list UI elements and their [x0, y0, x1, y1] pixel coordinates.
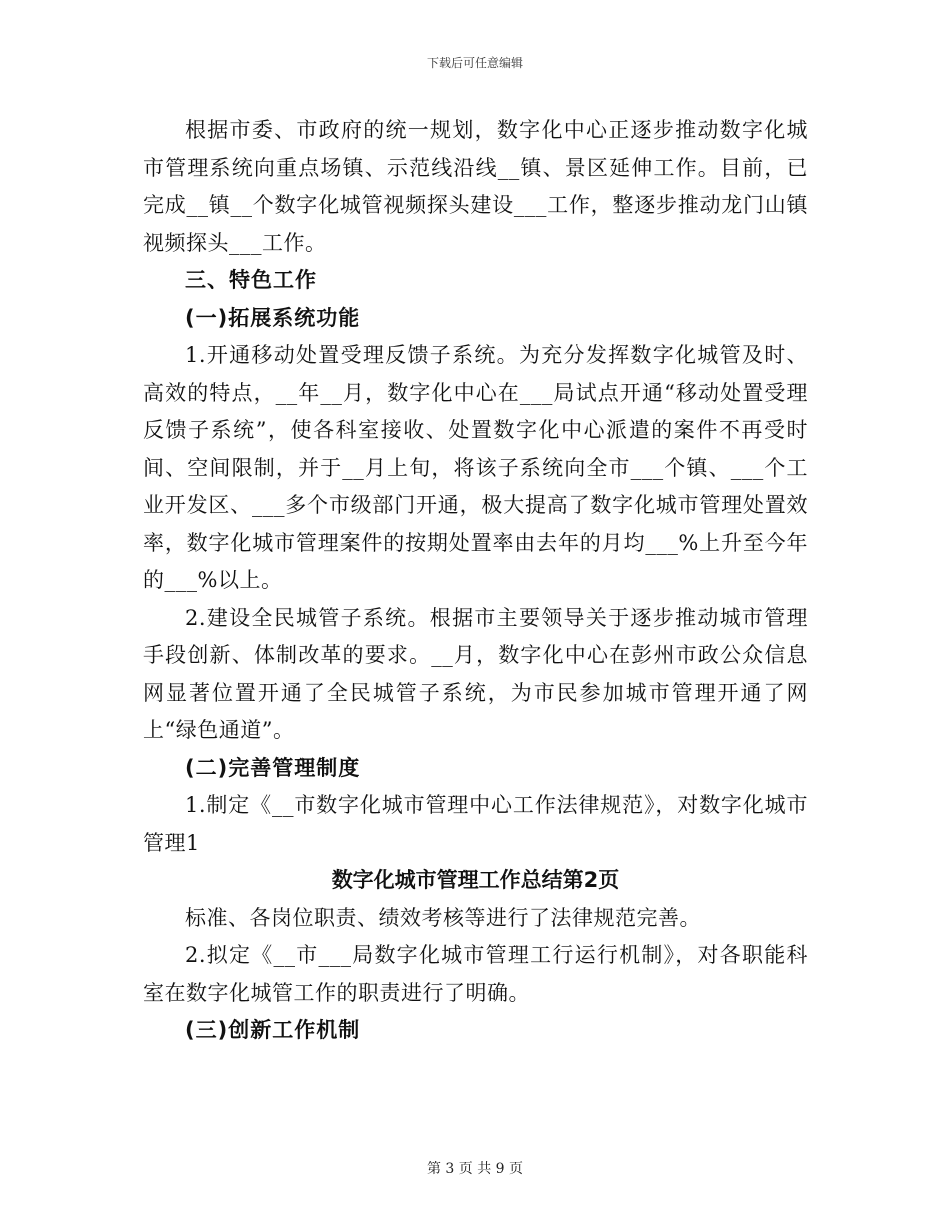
- subsection-heading-2: (二)完善管理制度: [185, 755, 361, 780]
- page-title: 数字化城市管理工作总结第2页: [331, 868, 620, 892]
- paragraph-item-2-1b: 标准、各岗位职责、绩效考核等进行了法律规范完善。: [185, 905, 701, 930]
- page-footer: 第 3 页 共 9 页: [426, 1161, 524, 1177]
- section-heading-3: 三、特色工作: [185, 268, 317, 292]
- subsection-heading-3: (三)创新工作机制: [185, 1018, 361, 1042]
- page-header: 下载后可任意编辑: [426, 56, 523, 70]
- paragraph-item-2-2: 2.拟定《__市___局数字化城市管理工行运行机制》，对各职能科室在数字化城管工作的职责进行了明确。: [143, 943, 808, 1005]
- document-body: [143, 112, 808, 1050]
- subsection-heading-1: (一)拓展系统功能: [185, 305, 361, 330]
- paragraph-item-1-1: 1.开通移动处置受理反馈子系统。为充分发挥数字化城管及时、高效的特点，__年__月，数字化中心在___局试点开通“移动处置受理反馈子系统”，使各科室接收、处置数字化中心派遣的案件不再受时间、空间限制，并于__月上旬，将该子系统向全市___个镇、___个工业开发区、___多个市级部门开通，极大提高了数字化城市管理处置效率，数字化城市管理案件的按期处置率由去年的月均___%上升至今年的___%以上。: [143, 343, 808, 592]
- paragraph-item-1-2: 2.建设全民城管子系统。根据市主要领导关于逐步推动城市管理手段创新、体制改革的要求。__月，数字化中心在彭州市政公众信息网显著位置开通了全民城管子系统，为市民参加城市管理开通了网上“绿色通道”。: [143, 605, 808, 742]
- paragraph-intro: 根据市委、市政府的统一规划，数字化中心正逐步推动数字化城市管理系统向重点场镇、示范线沿线__镇、景区延伸工作。目前，已完成__镇__个数字化城管视频探头建设___工作，整逐步推动龙门山镇视频探头___工作。: [143, 118, 808, 255]
- paragraph-item-2-1a: 1.制定《__市数字化城市管理中心工作法律规范》，对数字化城市管理1: [143, 793, 808, 855]
